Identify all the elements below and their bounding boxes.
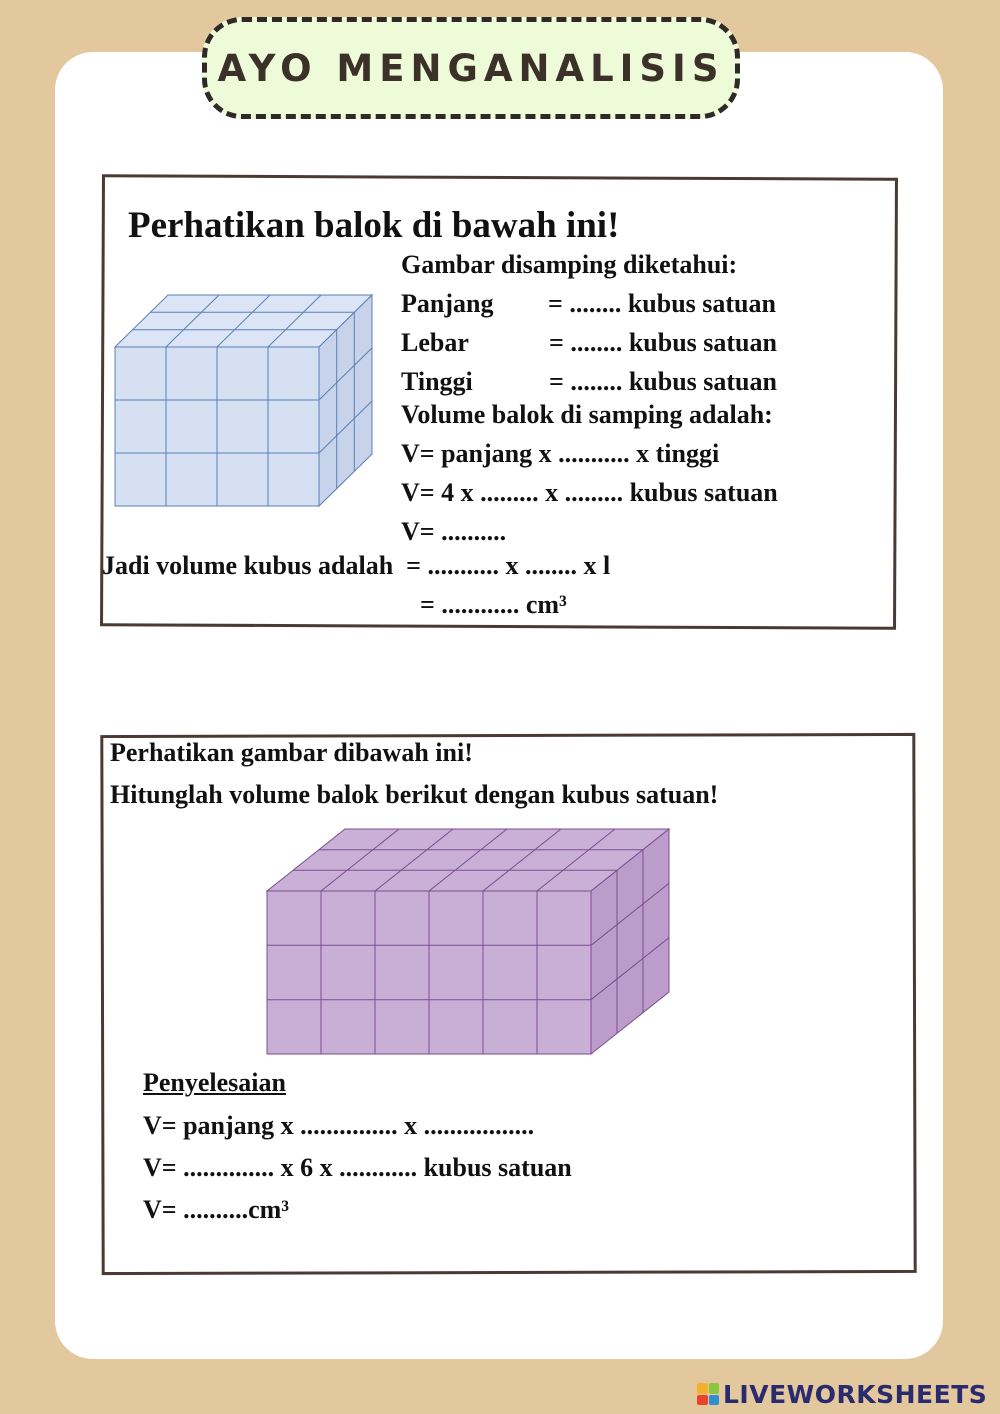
title-banner xyxy=(202,17,740,119)
panjang-label: Panjang xyxy=(401,289,494,318)
section2-line-2: Hitunglah volume balok berikut dengan kubus satuan! xyxy=(110,780,719,809)
liveworksheets-logo-icon xyxy=(697,1383,719,1405)
formula-line-3: V= .......... xyxy=(401,517,507,546)
lebar-value: = ........ kubus satuan xyxy=(549,328,777,357)
lebar-label: Lebar xyxy=(401,328,469,357)
solution-label: Penyelesaian xyxy=(143,1068,286,1097)
solution-formula-1: V= panjang x ............... x ................. xyxy=(143,1111,535,1140)
blue-cuboid-figure xyxy=(112,292,374,510)
volume-label: Volume balok di samping adalah: xyxy=(401,400,773,429)
solution-formula-3: V= ..........cm³ xyxy=(143,1195,290,1224)
conclusion-line: Jadi volume kubus adalah = ........... x ........ x l xyxy=(102,551,611,580)
purple-cuboid-figure xyxy=(264,826,674,1058)
tinggi-label: Tinggi xyxy=(401,367,473,396)
solution-formula-2: V= .............. x 6 x ............ kubus satuan xyxy=(143,1153,572,1182)
section1-heading: Perhatikan balok di bawah ini! xyxy=(128,205,620,246)
conclusion-result: = ............ cm³ xyxy=(420,590,567,619)
watermark-text: LIVEWORKSHEETS xyxy=(723,1379,988,1409)
liveworksheets-watermark xyxy=(697,1378,987,1410)
section2-line-1: Perhatikan gambar dibawah ini! xyxy=(110,738,473,767)
panjang-value: = ........ kubus satuan xyxy=(548,289,776,318)
page-title: AYO MENGANALISIS xyxy=(217,46,725,90)
formula-line-2: V= 4 x ......... x ......... kubus satuan xyxy=(401,478,778,507)
formula-line-1: V= panjang x ........... x tinggi xyxy=(401,439,720,468)
tinggi-value: = ........ kubus satuan xyxy=(549,367,777,396)
given-label: Gambar disamping diketahui: xyxy=(401,250,738,279)
